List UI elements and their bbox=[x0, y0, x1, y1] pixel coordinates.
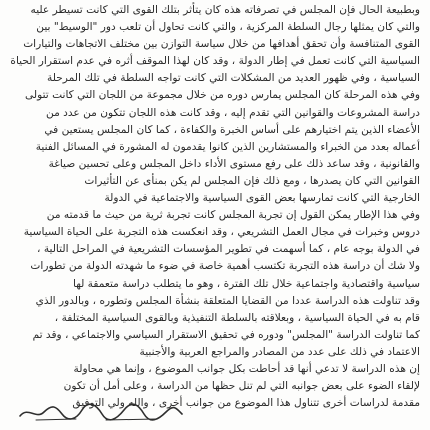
text-line: قام به في الحياة السياسية ، وبعلاقته بالسلطة التنفيذية وبالقوى السياسية المختلفة ، bbox=[54, 311, 420, 324]
text-line: وبطبيعة الحال فإن المجلس في تصرفاته هذه كان يتأثر بتلك القوى التي كانت تسيطر عليه bbox=[30, 4, 420, 16]
text-line: والقانونية ، وقد ساعد ذلك على رفع مستوى الأداء داخل المجلس وعلى تحسين صياغة bbox=[48, 157, 420, 170]
handwritten-signature bbox=[16, 400, 186, 424]
text-line: القوى المتنافسة وأن تحقق أهدافها من خلال سياسة التوازن بين مختلف الاتجاهات والتيارات bbox=[23, 38, 420, 51]
text-line: القوانين التي كان يصدرها ، ومع ذلك فإن المجلس لم يكن بمنأى عن التأثيرات bbox=[84, 174, 420, 187]
text-line: كما تناولت الدراسة "المجلس" ودوره في تحقيق الاستقرار السياسي والاجتماعي ، وقد تم bbox=[32, 328, 420, 341]
text-line: الاعتماد في ذلك على عدد من المصادر والمراجع العربية والأجنبية bbox=[139, 345, 420, 358]
signature-scribble-icon bbox=[16, 400, 186, 424]
text-line: أعماله بعدد من الخبراء والمستشارين الذين كانوا يقدمون له المشورة في المسائل الفنية bbox=[35, 140, 420, 153]
text-line: مقدمة لدراسات أخرى تتناول هذا الموضوع من جوانب أخرى ، والله ولي التوفيق bbox=[72, 397, 420, 410]
text-line: الخارجية التي كانت تمارسها بعض القوى السياسية والاجتماعية في الدولة bbox=[104, 192, 420, 205]
text-line: ولا شك أن دراسة هذه التجربة تكتسب أهمية خاصة في ضوء ما شهدته الدولة من تطورات bbox=[30, 260, 420, 273]
text-line: والتي كان يمثلها رجال السلطة المركزية ، والتي كانت تحاول أن تلعب دور "الوسيط" بين bbox=[36, 21, 420, 34]
body-text bbox=[10, 2, 420, 412]
text-line: سياسية واقتصادية واجتماعية خلال تلك الفترة ، وهو ما يتطلب دراسة متعمقة لها bbox=[72, 277, 420, 290]
text-line: إن هذه الدراسة لا تدعي أنها قد أحاطت بكل جوانب الموضوع ، وإنما هي محاولة bbox=[73, 362, 420, 375]
text-line: دروس وخبرات في مجال العمل التشريعي ، وقد انعكست هذه التجربة على الحياة السياسية bbox=[23, 226, 420, 239]
text-line: لإلقاء الضوء على بعض جوانبه التي لم تنل حظها من الدراسة ، وعلى أمل أن تكون bbox=[63, 380, 420, 393]
text-line: وفي هذه المرحلة كان المجلس يمارس دوره من خلال مجموعة من اللجان التي كانت تتولى bbox=[25, 89, 420, 102]
text-line: السياسية ، وفي ظهور العديد من المشكلات التي كانت تواجه السلطة في تلك المرحلة bbox=[47, 72, 420, 85]
text-line: السياسية التي كانت تعمل في إطار الدولة ، وقد كان لهذا الموقف أثره في عدم استقرار الحياة bbox=[10, 55, 420, 68]
text-line: في الدولة بوجه عام ، كما أسهمت في تطوير المؤسسات التشريعية في المراحل التالية ، bbox=[37, 243, 420, 256]
text-line: الأعضاء الذين يتم اختيارهم على أساس الخبرة والكفاءة ، كما كان المجلس يستعين في bbox=[44, 123, 420, 136]
text-line: وقد تناولت هذه الدراسة عددا من القضايا المتعلقة بنشأة المجلس وتطوره ، وبالدور الذي bbox=[35, 294, 420, 307]
text-line: دراسة المشروعات والقوانين التي تقدم إليه ، وقد كانت هذه اللجان تتكون من عدد من bbox=[46, 106, 420, 119]
text-line: وفي هذا الإطار يمكن القول إن تجربة المجلس كانت تجربة ثرية من حيث ما قدمته من bbox=[46, 209, 420, 222]
